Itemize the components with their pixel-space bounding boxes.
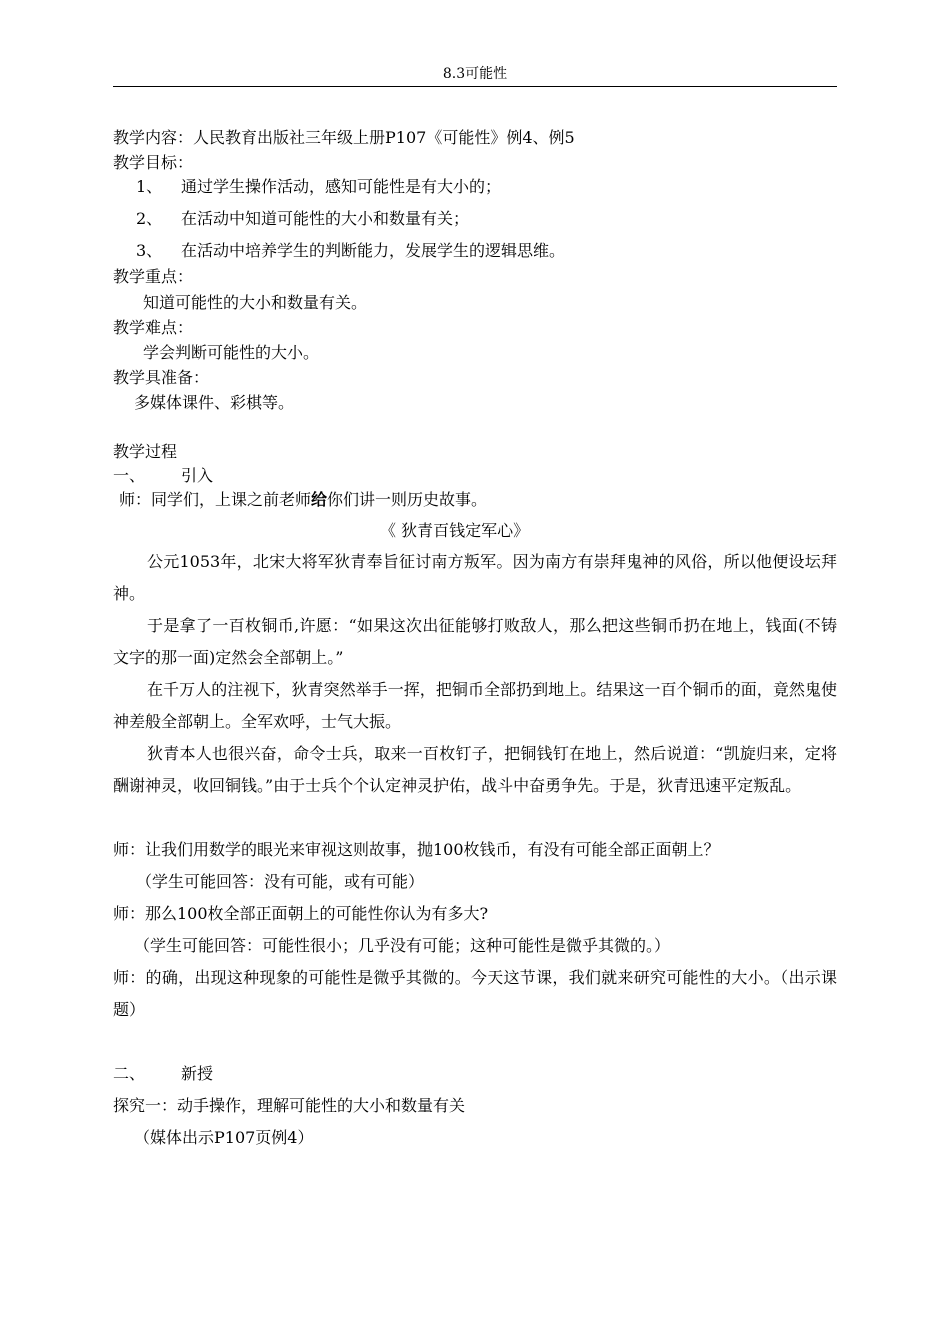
process-title: 教学过程 — [113, 442, 178, 461]
key-point-text: 知道可能性的大小和数量有关。 — [143, 293, 368, 312]
header-rule — [113, 86, 837, 87]
section-num: 二、 — [113, 1064, 146, 1083]
key-point-label: 教学重点： — [113, 267, 194, 286]
media-note: （媒体出示P107页例4） — [134, 1128, 314, 1147]
dialog-teacher: 师：那么100枚全部正面朝上的可能性你认为有多大? — [113, 904, 489, 923]
objective-item-2 — [136, 209, 469, 229]
section-new — [113, 1064, 213, 1084]
difficulty-text: 学会判断可能性的大小。 — [143, 343, 320, 362]
materials-label: 教学具准备： — [113, 368, 210, 387]
objective-num: 1、 — [136, 177, 163, 196]
materials-text: 多媒体课件、彩棋等。 — [134, 393, 295, 412]
story-title: 《 狄青百钱定军心》 — [380, 521, 530, 540]
section-num: 一、 — [113, 466, 146, 485]
teacher-intro — [119, 490, 487, 510]
dialog-student: （学生可能回答：没有可能，或有可能） — [136, 872, 425, 891]
section-title: 新授 — [181, 1064, 214, 1083]
objective-num: 2、 — [136, 209, 163, 228]
story-paragraph: 公元1053年，北宋大将军狄青奉旨征讨南方叛军。因为南方有崇拜鬼神的风俗，所以他便设坛拜神。 — [113, 552, 837, 603]
objective-item-3 — [136, 241, 565, 261]
content-text: 人民教育出版社三年级上册P107《可能性》例4、例5 — [193, 128, 575, 147]
teacher-intro-bold: 给 — [311, 490, 328, 509]
objective-text: 在活动中培养学生的判断能力，发展学生的逻辑思维。 — [181, 241, 566, 260]
story-paragraph: 于是拿了一百枚铜币,许愿：“如果这次出征能够打败敌人，那么把这些铜币扔在地上，钱面(不铸文字的那一面)定然会全部朝上。” — [113, 616, 837, 667]
story-paragraph: 在千万人的注视下，狄青突然举手一挥，把铜币全部扔到地上。结果这一百个铜币的面，竟然鬼使神差般全部朝上。全军欢呼，士气大振。 — [113, 680, 837, 731]
objective-text: 通过学生操作活动，感知可能性是有大小的； — [181, 177, 502, 196]
difficulty-label: 教学难点： — [113, 318, 194, 337]
dialog-student: （学生可能回答：可能性很小；几乎没有可能；这种可能性是微乎其微的。） — [134, 936, 671, 955]
section-title: 引入 — [181, 466, 214, 485]
explore-one: 探究一：动手操作，理解可能性的大小和数量有关 — [113, 1096, 466, 1115]
section-intro — [113, 466, 213, 486]
dialog-teacher: 师：的确，出现这种现象的可能性是微乎其微的。今天这节课，我们就来研究可能性的大小。（出示课题） — [113, 968, 837, 1019]
page-header: 8.3可能性 — [442, 66, 508, 82]
content-label: 教学内容： — [113, 128, 194, 147]
objective-item-1 — [136, 177, 501, 197]
objective-num: 3、 — [136, 241, 163, 260]
teacher-intro-part: 你们讲一则历史故事。 — [327, 490, 488, 509]
content-line — [113, 128, 575, 148]
dialog-teacher: 师：让我们用数学的眼光来审视这则故事，抛100枚钱币，有没有可能全部正面朝上？ — [113, 840, 720, 859]
teacher-intro-part: 师：同学们，上课之前老师 — [119, 490, 312, 509]
story-paragraph: 狄青本人也很兴奋，命令士兵，取来一百枚钉子，把铜钱钉在地上，然后说道：“凯旋归来，定将酬谢神灵，收回铜钱。”由于士兵个个认定神灵护佑，战斗中奋勇争先。于是，狄青迅速平定叛乱。 — [113, 744, 837, 795]
objective-text: 在活动中知道可能性的大小和数量有关； — [181, 209, 470, 228]
objectives-label: 教学目标： — [113, 153, 194, 172]
